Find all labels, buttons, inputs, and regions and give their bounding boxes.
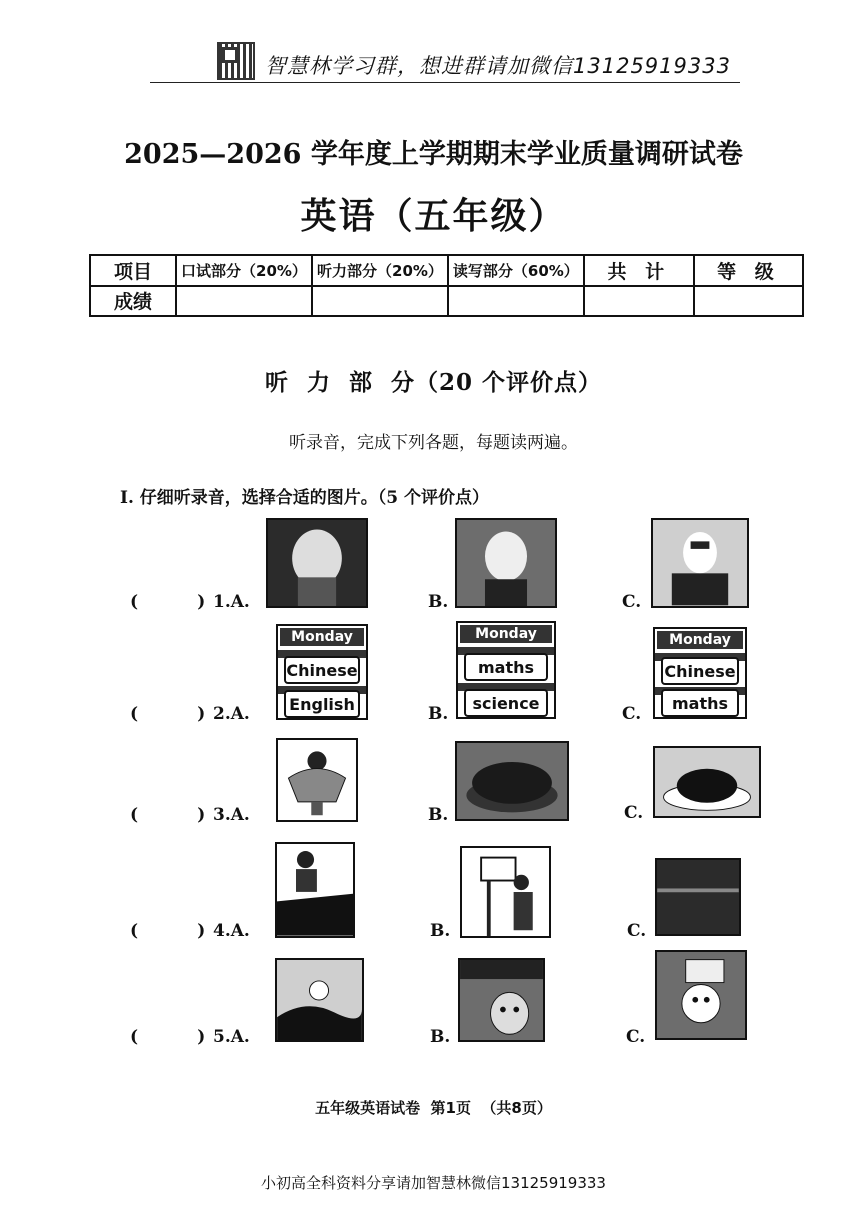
q3-label: 3.A. bbox=[213, 805, 250, 825]
q4-option-b-label: B. bbox=[430, 921, 451, 941]
header-divider bbox=[150, 82, 740, 83]
score-table bbox=[89, 254, 804, 317]
board-subject: maths bbox=[464, 653, 548, 681]
q5-option-c-image[interactable] bbox=[655, 950, 747, 1040]
qr-code-icon bbox=[217, 42, 255, 80]
answer-blank-4[interactable]: ( ) bbox=[130, 921, 206, 941]
col-grade: 等 级 bbox=[694, 255, 803, 286]
q4-label: 4.A. bbox=[213, 921, 250, 941]
reading-writing-score-cell[interactable] bbox=[448, 286, 584, 317]
total-score-cell[interactable] bbox=[584, 286, 694, 317]
board-day: Monday bbox=[657, 631, 743, 649]
q1-option-b-image[interactable] bbox=[455, 518, 557, 608]
q5-option-b-label: B. bbox=[430, 1027, 451, 1047]
col-oral: 口试部分（20%） bbox=[176, 255, 312, 286]
q1-option-c-label: C. bbox=[622, 592, 642, 612]
answer-blank-2[interactable]: ( ) bbox=[130, 704, 206, 724]
board-subject: Chinese bbox=[284, 656, 360, 684]
board-subject: science bbox=[464, 689, 548, 717]
q1-option-c-image[interactable] bbox=[651, 518, 749, 608]
board-subject: English bbox=[284, 690, 360, 718]
answer-blank-1[interactable]: ( ) bbox=[130, 592, 206, 612]
q3-option-b-image[interactable] bbox=[455, 741, 569, 821]
score-table-score-row bbox=[90, 286, 803, 317]
exam-subtitle: 英语（五年级） bbox=[300, 195, 567, 237]
answer-blank-3[interactable]: ( ) bbox=[130, 805, 206, 825]
col-listening: 听力部分（20%） bbox=[312, 255, 448, 286]
q1-option-b-label: B. bbox=[428, 592, 449, 612]
section-title: 听 力 部 分（20 个评价点） bbox=[264, 369, 603, 396]
board-day: Monday bbox=[280, 628, 364, 646]
score-table-header-row bbox=[90, 255, 803, 286]
row-score-label: 成绩 bbox=[90, 286, 176, 317]
grade-cell[interactable] bbox=[694, 286, 803, 317]
q2-option-c-image[interactable] bbox=[653, 627, 747, 719]
q3-option-a-image[interactable] bbox=[276, 738, 358, 822]
bottom-note: 小初高全科资料分享请加智慧林微信13125919333 bbox=[261, 1174, 606, 1192]
q3-option-c-image[interactable] bbox=[653, 746, 761, 818]
q4-option-c-image[interactable] bbox=[655, 858, 741, 936]
q1-option-a-image[interactable] bbox=[266, 518, 368, 608]
q2-option-a-image[interactable] bbox=[276, 624, 368, 720]
oral-score-cell[interactable] bbox=[176, 286, 312, 317]
q5-option-a-image[interactable] bbox=[275, 958, 364, 1042]
header-watermark: 智慧林学习群，想进群请加微信13125919333 bbox=[265, 54, 731, 78]
col-total: 共 计 bbox=[584, 255, 694, 286]
q3-option-b-label: B. bbox=[428, 805, 449, 825]
q5-label: 5.A. bbox=[213, 1027, 250, 1047]
q2-label: 2.A. bbox=[213, 704, 250, 724]
q4-option-c-label: C. bbox=[627, 921, 647, 941]
q1-label: 1.A. bbox=[213, 592, 250, 612]
listening-score-cell[interactable] bbox=[312, 286, 448, 317]
q5-option-b-image[interactable] bbox=[458, 958, 545, 1042]
answer-blank-5[interactable]: ( ) bbox=[130, 1027, 206, 1047]
board-subject: maths bbox=[661, 689, 739, 717]
q2-option-c-label: C. bbox=[622, 704, 642, 724]
exam-title: 2025—2026 学年度上学期期末学业质量调研试卷 bbox=[124, 139, 743, 170]
part1-title: I. 仔细听录音，选择合适的图片。（5 个评价点） bbox=[120, 488, 490, 508]
col-reading-writing: 读写部分（60%） bbox=[448, 255, 584, 286]
board-day: Monday bbox=[460, 625, 552, 643]
q4-option-b-image[interactable] bbox=[460, 846, 551, 938]
q4-option-a-image[interactable] bbox=[275, 842, 355, 938]
q5-option-c-label: C. bbox=[626, 1027, 646, 1047]
page-footer: 五年级英语试卷 第1页 （共8页） bbox=[315, 1099, 552, 1117]
q3-option-c-label: C. bbox=[624, 803, 644, 823]
q2-option-b-image[interactable] bbox=[456, 621, 556, 719]
col-item: 项目 bbox=[90, 255, 176, 286]
section-instruction: 听录音，完成下列各题，每题读两遍。 bbox=[289, 433, 578, 453]
q2-option-b-label: B. bbox=[428, 704, 449, 724]
board-subject: Chinese bbox=[661, 657, 739, 685]
